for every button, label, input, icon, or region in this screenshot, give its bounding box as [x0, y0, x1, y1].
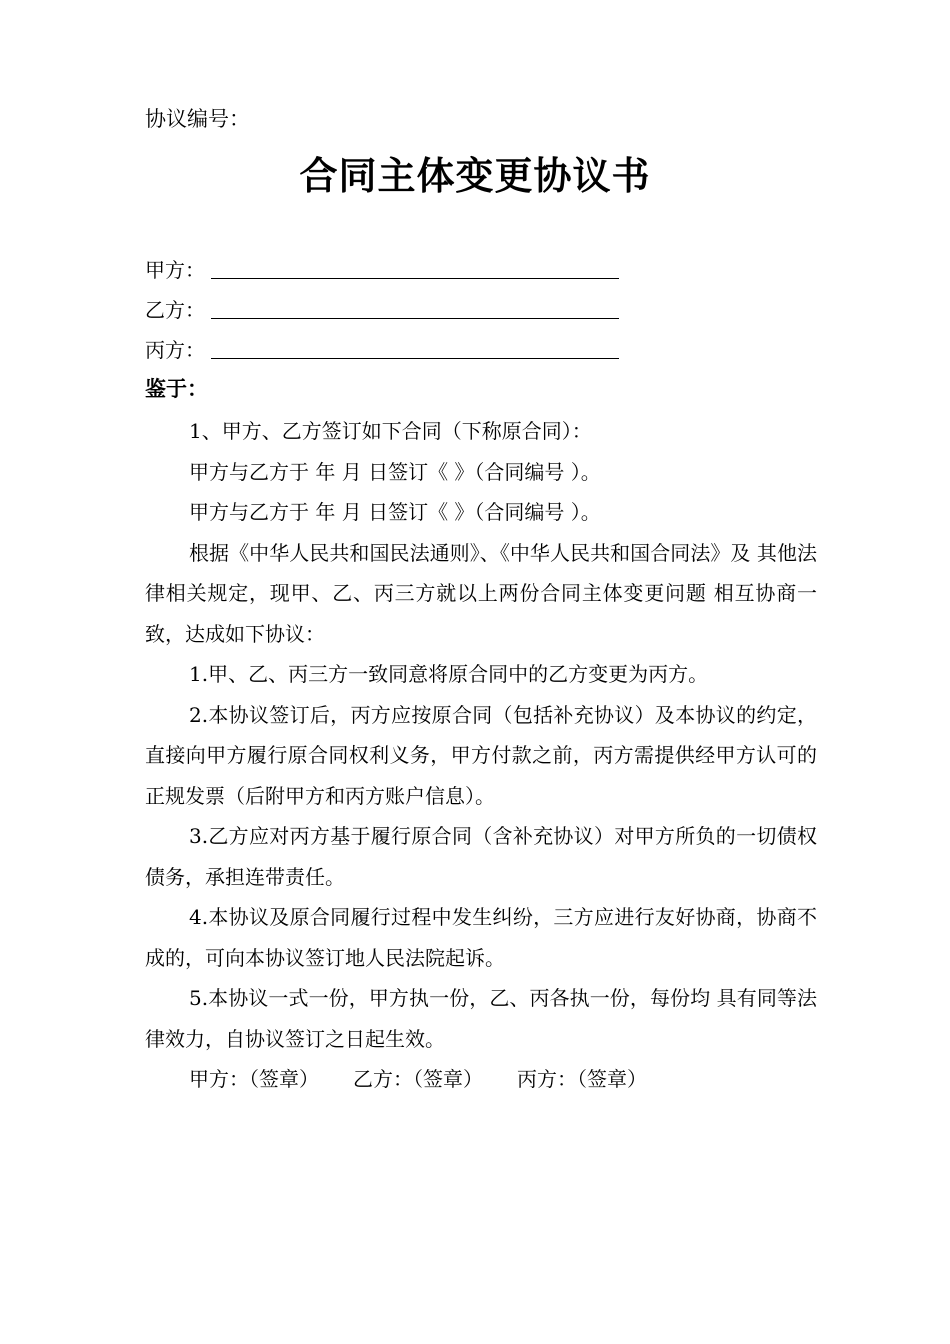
party-a-label: 甲方： [145, 258, 205, 282]
signature-party-c: 丙方：（签章） [517, 1067, 647, 1091]
clause-4: 4.本协议及原合同履行过程中发生纠纷，三方应进行友好协商，协商不成的，可向本协议签订地人民法院起诉。 [145, 905, 817, 970]
agreement-body [145, 411, 817, 1100]
paragraph-contract-2: 甲方与乙方于 年 月 日签订《 》（合同编号 ）。 [189, 500, 601, 524]
signature-party-a: 甲方：（签章） [189, 1067, 319, 1091]
clause-2: 2.本协议签订后，丙方应按原合同（包括补充协议）及本协议的约定，直接向甲方履行原合同权利义务，甲方付款之前，丙方需提供经甲方认可的正规发票（后附甲方和丙方账户信息）。 [145, 702, 817, 808]
party-b-row [145, 295, 625, 325]
clause-1: 1.甲、乙、丙三方一致同意将原合同中的乙方变更为丙方。 [189, 662, 709, 686]
party-c-row [145, 335, 625, 365]
clause-3: 3.乙方应对丙方基于履行原合同（含补充协议）对甲方所负的一切债权债务，承担连带责任。 [145, 824, 817, 889]
party-b-label: 乙方： [145, 298, 205, 322]
paragraph-original-contracts: 1、甲方、乙方签订如下合同（下称原合同）： [189, 419, 592, 443]
party-b-blank-line [211, 318, 619, 319]
clause-5: 5.本协议一式一份，甲方执一份，乙、丙各执一份，每份均 具有同等法律效力，自协议签订之日起生效。 [145, 986, 817, 1051]
party-c-label: 丙方： [145, 338, 205, 362]
whereas-heading: 鉴于： [145, 377, 208, 401]
document-title: 合同主体变更协议书 [299, 154, 651, 198]
party-c-blank-line [211, 358, 619, 359]
paragraph-contract-1: 甲方与乙方于 年 月 日签订《 》（合同编号 ）。 [189, 459, 601, 484]
agreement-number-label: 协议编号： [145, 107, 250, 131]
paragraph-legal-basis: 根据《中华人民共和国民法通则》、《中华人民共和国合同法》及 其他法律相关规定，现甲、乙、丙三方就以上两份合同主体变更问题 相互协商一致，达成如下协议： [145, 540, 817, 646]
party-a-blank-line [211, 278, 619, 279]
signature-party-b: 乙方：（签章） [353, 1067, 483, 1091]
party-a-row [145, 255, 625, 285]
signature-row [145, 1059, 817, 1100]
